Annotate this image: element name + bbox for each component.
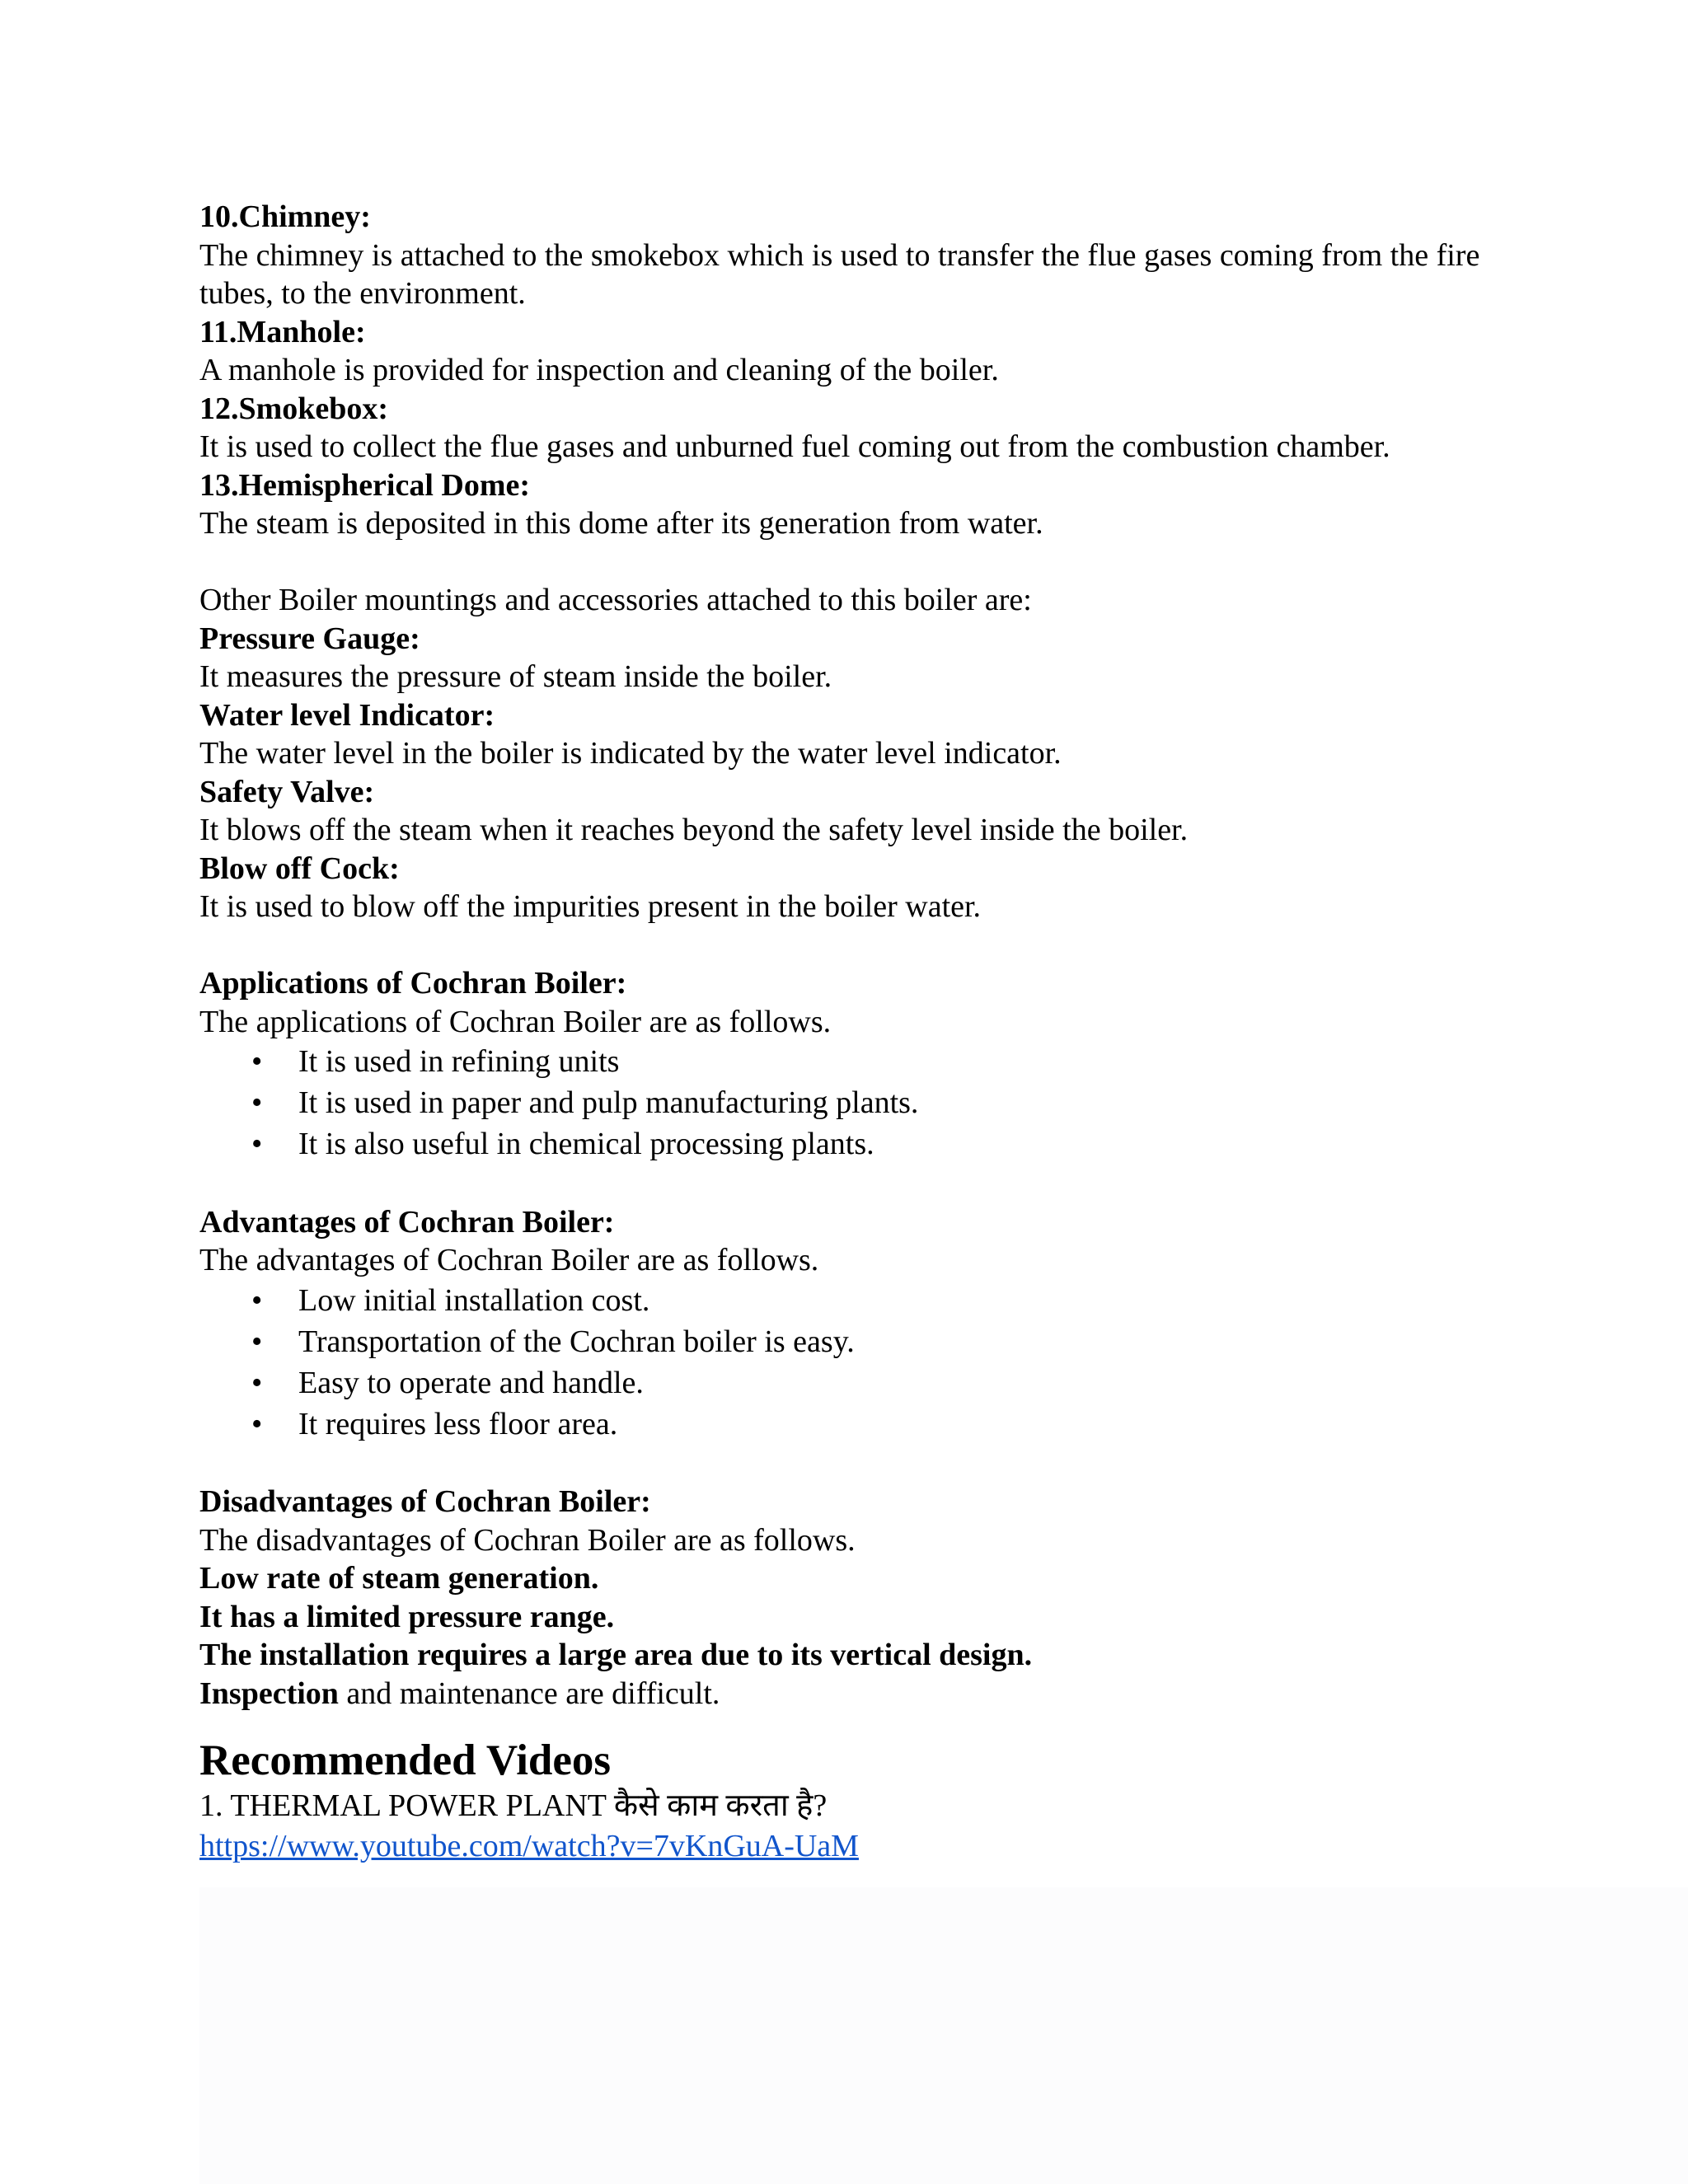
bullet-icon: • — [251, 1324, 263, 1359]
list-item — [199, 1404, 1551, 1445]
part-title-dome: 13.Hemispherical Dome: — [199, 467, 531, 503]
disadvantages-heading: Disadvantages of Cochran Boiler: — [199, 1484, 651, 1519]
applications-heading: Applications of Cochran Boiler: — [199, 966, 627, 1001]
bullet-icon: • — [251, 1282, 263, 1318]
part-title-chimney: 10.Chimney: — [199, 199, 371, 234]
mountings-section — [199, 581, 1551, 926]
mounting-title-safety-valve: Safety Valve: — [199, 774, 375, 809]
mounting-text-safety-valve: It blows off the steam when it reaches beyond the safety level inside the boiler. — [199, 813, 1189, 847]
list-item — [199, 1280, 1551, 1321]
part-text-chimney: The chimney is attached to the smokebox which is used to transfer the flue gases coming from the fire tubes, to the environment. — [199, 237, 1480, 311]
part-text-manhole: A manhole is provided for inspection and cleaning of the boiler. — [199, 353, 999, 387]
list-item-text: It is also useful in chemical processing plants. — [298, 1127, 874, 1161]
disadvantages-section — [199, 1483, 1551, 1713]
list-item — [199, 1041, 1551, 1082]
video-link[interactable]: https://www.youtube.com/watch?v=7vKnGuA-UaM — [199, 1828, 859, 1863]
spacer — [199, 1165, 1551, 1203]
bullet-icon: • — [251, 1085, 263, 1120]
disadvantages-intro: The disadvantages of Cochran Boiler are as follows. — [199, 1522, 856, 1558]
video-item-title: 1. THERMAL POWER PLANT कैसे काम करता है? — [199, 1788, 828, 1823]
advantages-intro: The advantages of Cochran Boiler are as follows. — [199, 1243, 819, 1277]
disadvantage-last-bold: Inspection — [199, 1675, 339, 1711]
recommended-videos-heading: Recommended Videos — [199, 1736, 612, 1784]
disadvantage-item: The installation requires a large area due to its vertical design. — [199, 1638, 1033, 1672]
recommended-videos-section — [199, 1734, 1551, 1867]
mounting-text-water-level: The water level in the boiler is indicated by the water level indicator. — [199, 736, 1062, 771]
list-item-text: It is used in paper and pulp manufacturing plants. — [298, 1085, 919, 1120]
list-item-text: It is used in refining units — [298, 1044, 620, 1079]
bullet-icon: • — [251, 1044, 263, 1079]
advantages-section — [199, 1203, 1551, 1445]
list-item-text: It requires less floor area. — [298, 1406, 618, 1441]
spacer — [199, 1445, 1551, 1483]
advantages-list — [199, 1280, 1551, 1445]
bullet-icon: • — [251, 1406, 263, 1441]
list-item — [199, 1321, 1551, 1362]
part-title-smokebox: 12.Smokebox: — [199, 391, 389, 426]
page-bottom-shade — [199, 1887, 1688, 2184]
mounting-text-blow-off-cock: It is used to blow off the impurities present in the boiler water. — [199, 889, 982, 924]
boiler-parts-section — [199, 198, 1551, 543]
mounting-title-pressure-gauge: Pressure Gauge: — [199, 621, 420, 656]
list-item-text: Easy to operate and handle. — [298, 1365, 644, 1400]
document-page — [199, 198, 1551, 1867]
part-text-smokebox: It is used to collect the flue gases and unburned fuel coming out from the combustion chamber. — [199, 429, 1390, 464]
mounting-title-water-level: Water level Indicator: — [199, 697, 495, 733]
applications-section — [199, 964, 1551, 1165]
spacer — [199, 543, 1551, 582]
advantages-heading: Advantages of Cochran Boiler: — [199, 1204, 615, 1240]
mountings-intro: Other Boiler mountings and accessories attached to this boiler are: — [199, 583, 1032, 617]
applications-list — [199, 1041, 1551, 1165]
list-item — [199, 1362, 1551, 1404]
disadvantage-item: Low rate of steam generation. — [199, 1561, 599, 1596]
bullet-icon: • — [251, 1127, 263, 1161]
applications-intro: The applications of Cochran Boiler are as follows. — [199, 1004, 832, 1039]
part-text-dome: The steam is deposited in this dome after its generation from water. — [199, 506, 1043, 541]
disadvantage-item: It has a limited pressure range. — [199, 1599, 615, 1634]
disadvantage-last-rest: and maintenance are difficult. — [338, 1675, 720, 1711]
spacer — [199, 926, 1551, 965]
bullet-icon: • — [251, 1365, 263, 1400]
part-title-manhole: 11.Manhole: — [199, 314, 366, 349]
mounting-text-pressure-gauge: It measures the pressure of steam inside the boiler. — [199, 659, 832, 694]
disadvantage-item-last — [199, 1675, 1551, 1713]
list-item — [199, 1082, 1551, 1123]
mounting-title-blow-off-cock: Blow off Cock: — [199, 851, 400, 886]
list-item-text: Low initial installation cost. — [298, 1282, 650, 1318]
list-item-text: Transportation of the Cochran boiler is easy. — [298, 1324, 855, 1359]
list-item — [199, 1123, 1551, 1165]
